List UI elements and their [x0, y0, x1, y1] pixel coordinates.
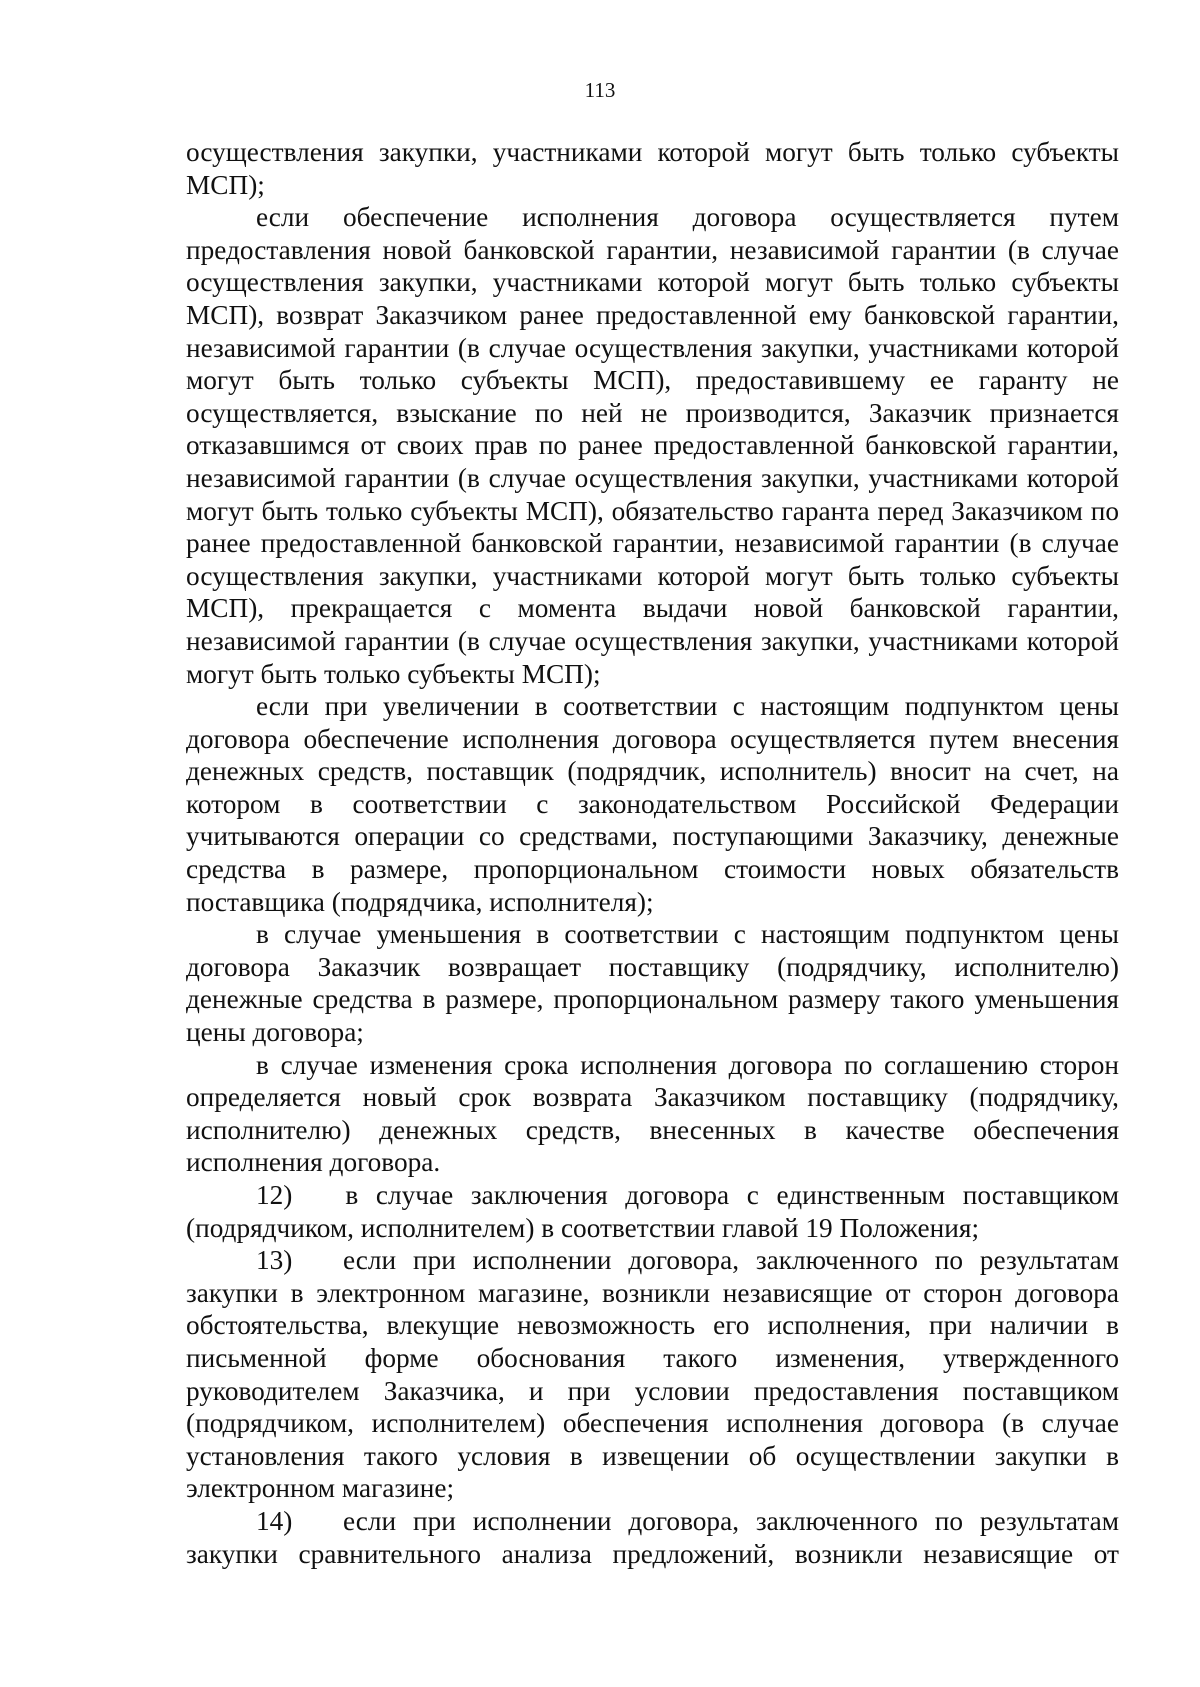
paragraph-term-change: в случае изменения срока исполнения договора по соглашению сторон определяется новый срок возврата Заказчиком поставщику (подрядчику, исполнителю) денежных средств, внесенных в качестве обеспечения исполнения договора. [186, 1049, 1119, 1178]
paragraph-item-14: 14) если при исполнении договора, заключенного по результатам закупки сравнительного анализа предложений, возникли независящие от [186, 1505, 1126, 1569]
paragraph-bank-guarantee: если обеспечение исполнения договора осуществляется путем предоставления новой банковской гарантии, независимой гарантии (в случае осуществления закупки, участниками которой могут быть только субъекты МСП), возврат Заказчиком ранее предоставленной ему банковской гарантии, независимой гарантии (в случае осуществления закупки, участниками которой могут быть только субъекты МСП), предоставившему ее гаранту не осуществляется, взыскание по ней не производится, Заказчик признается отказавшимся от своих прав по ранее предоставленной банковской гарантии, независимой гарантии (в случае осуществления закупки, участниками которой могут быть только субъекты МСП), обязательство гаранта перед Заказчиком по ранее предоставленной банковской гарантии, независимой гарантии (в случае осуществления закупки, участниками которой могут быть только субъекты МСП), прекращается с момента выдачи новой банковской гарантии, независимой гарантии (в случае осуществления закупки, участниками которой могут быть только субъекты МСП); [186, 202, 1119, 689]
paragraph-item-12: 12) в случае заключения договора с единственным поставщиком (подрядчиком, исполнителем) в соответствии главой 19 Положения; [186, 1180, 1126, 1243]
paragraph-continuation: осуществления закупки, участниками которой могут быть только субъекты МСП); [186, 137, 1119, 200]
document-body [186, 136, 1126, 1570]
paragraph-price-increase: если при увеличении в соответствии с настоящим подпунктом цены договора обеспечение исполнения договора осуществляется путем внесения денежных средств, поставщик (подрядчик, исполнитель) вносит на счет, на котором в соответствии с законодательством Российской Федерации учитываются операции со средствами, поступающими Заказчику, денежные средства в размере, пропорциональном стоимости новых обязательств поставщика (подрядчика, исполнителя); [186, 691, 1119, 917]
paragraph-price-decrease: в случае уменьшения в соответствии с настоящим подпунктом цены договора Заказчик возвращает поставщику (подрядчику, исполнителю) денежные средства в размере, пропорциональном размеру такого уменьшения цены договора; [186, 919, 1119, 1048]
page-number: 113 [584, 78, 616, 102]
paragraph-item-13: 13) если при исполнении договора, заключенного по результатам закупки в электронном магазине, возникли независящие от сторон договора обстоятельства, влекущие невозможность его исполнения, при наличии в письменной форме обоснования такого изменения, утвержденного руководителем Заказчика, и при условии предоставления поставщиком (подрядчиком, исполнителем) обеспечения исполнения договора (в случае установления такого условия в извещении об осуществлении закупки в электронном магазине; [186, 1245, 1126, 1504]
